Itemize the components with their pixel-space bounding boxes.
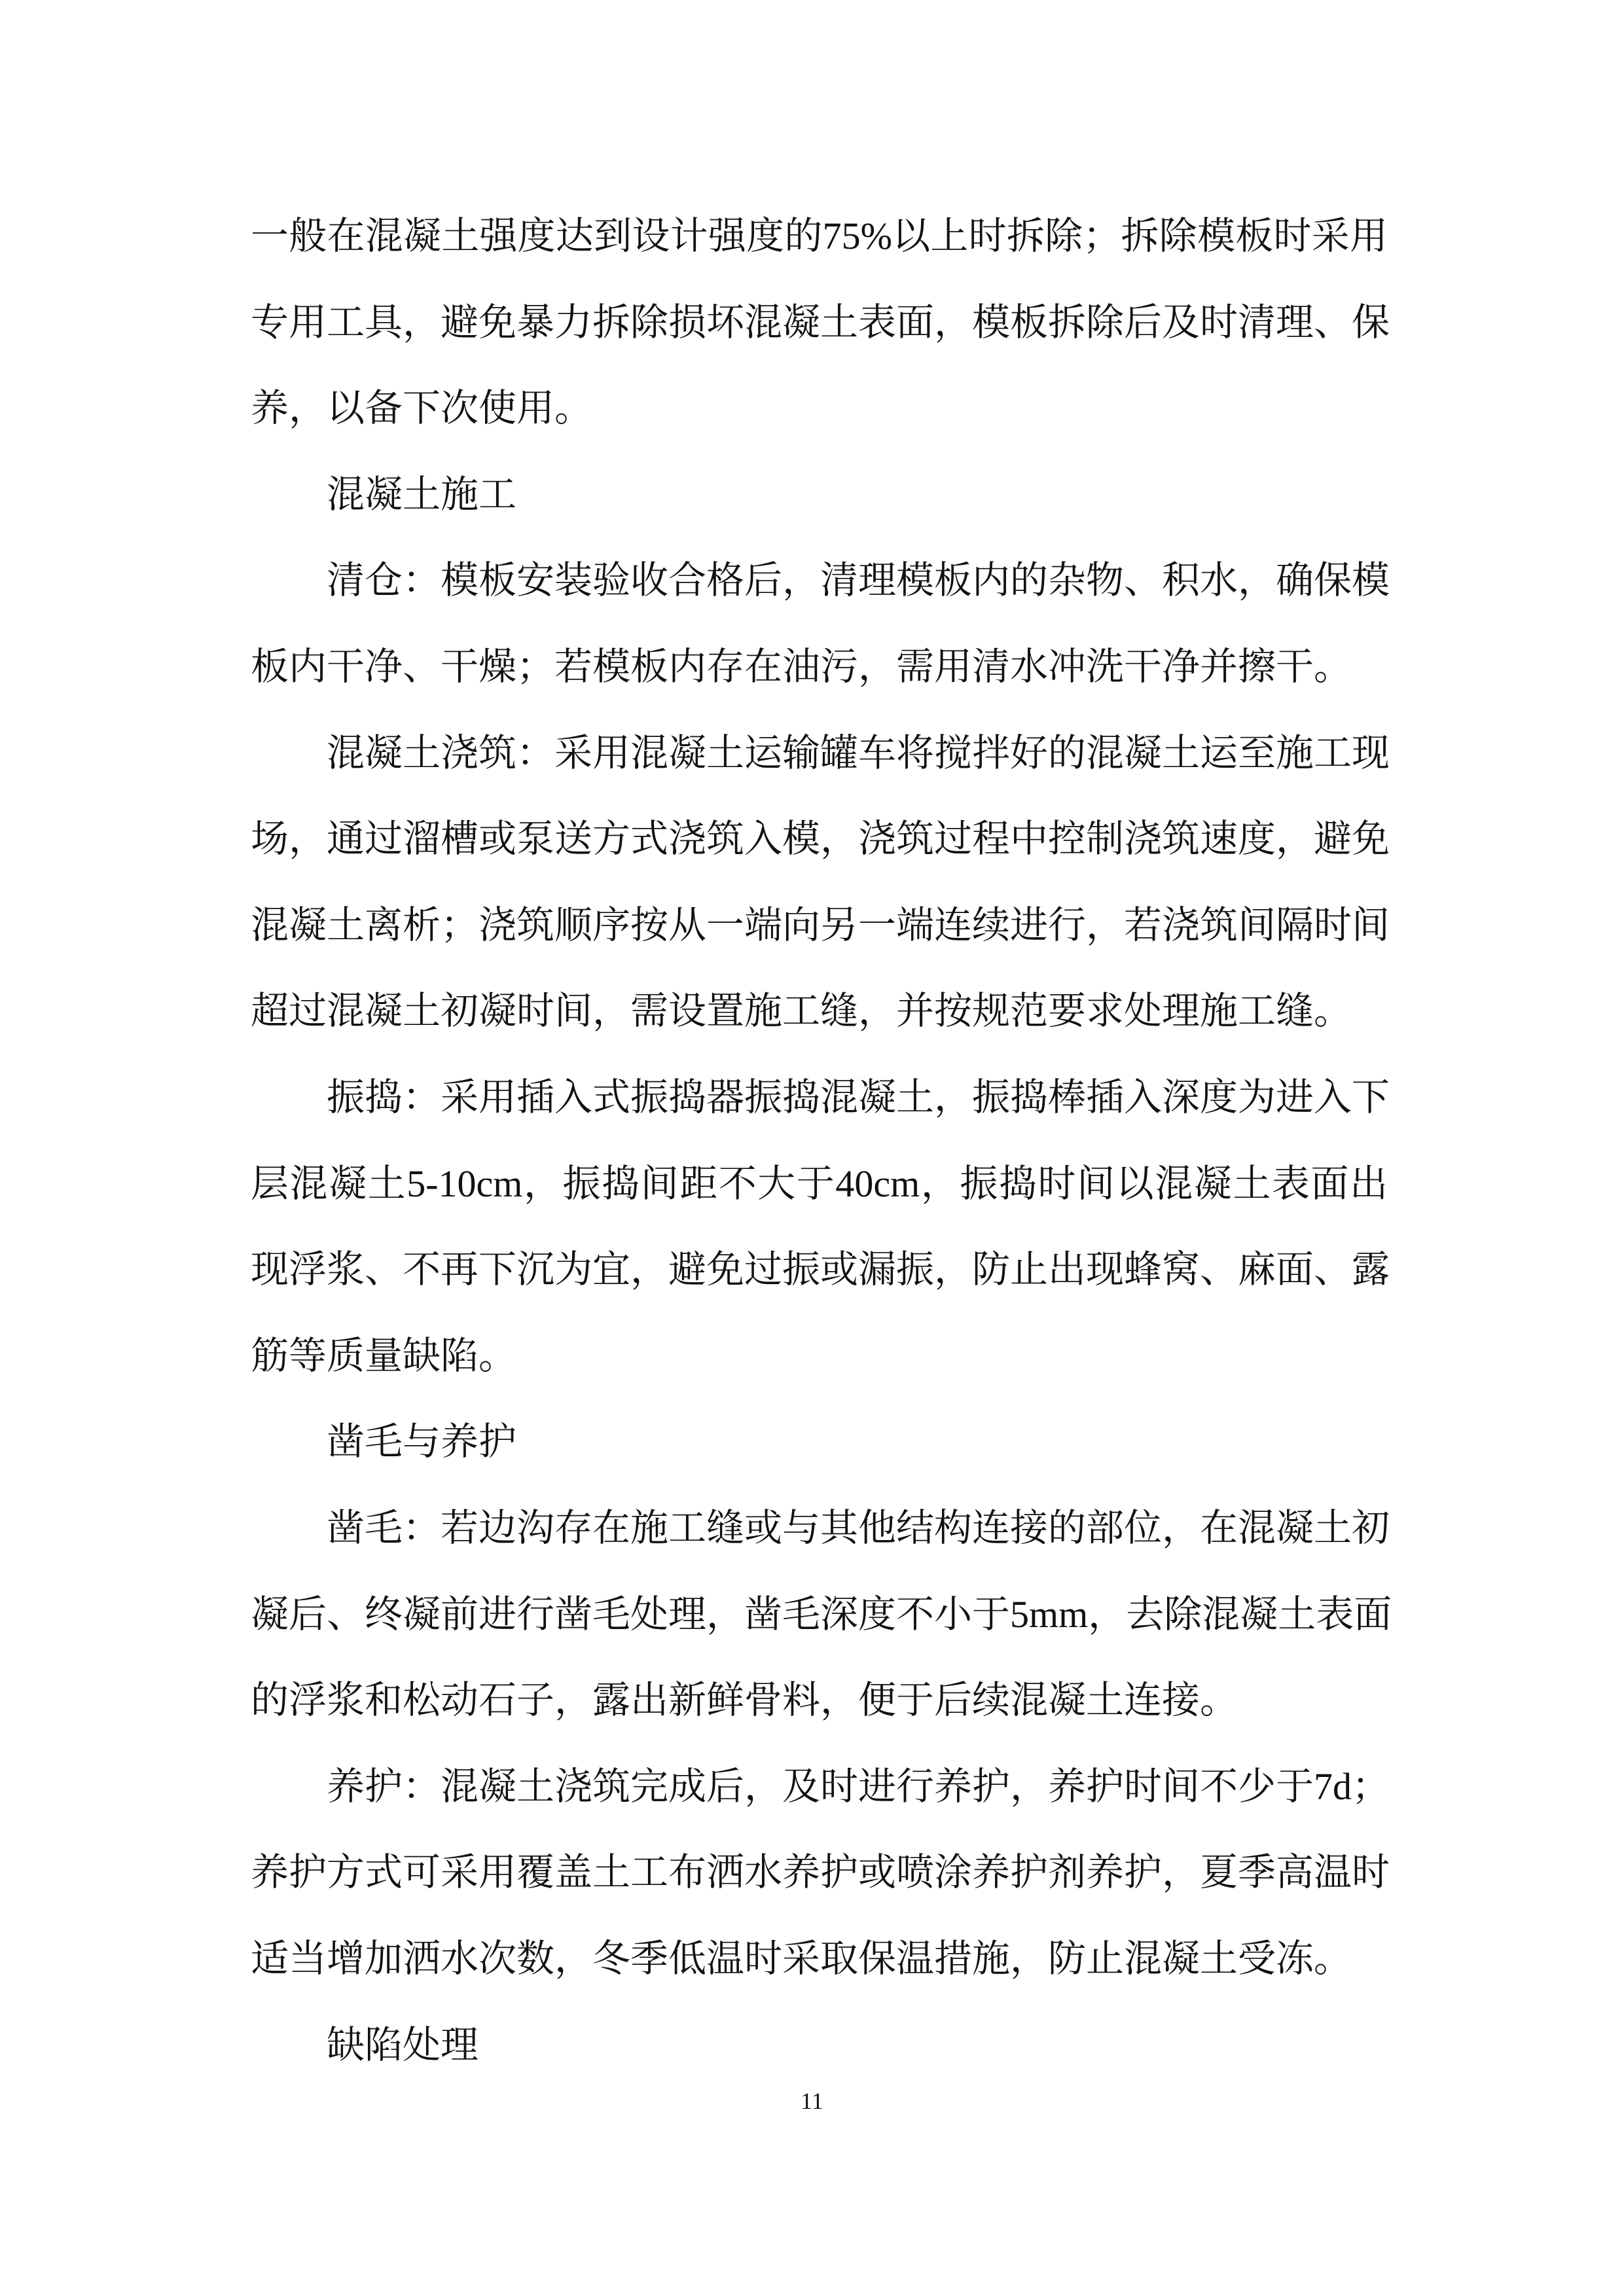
text-line: 养护：混凝土浇筑完成后，及时进行养护，养护时间不少于7d；	[327, 1765, 1390, 1808]
text-line: 适当增加洒水次数，冬季低温时采取保温措施，防止混凝土受冻。	[251, 1937, 1352, 1980]
text-line: 筋等质量缺陷。	[251, 1334, 517, 1377]
text-line: 养，以备下次使用。	[251, 387, 593, 430]
page-number: 11	[801, 2088, 823, 2114]
text-line: 养护方式可采用覆盖土工布洒水养护或喷涂养护剂养护，夏季高温时	[251, 1851, 1390, 1894]
text-line: 凿毛与养护	[327, 1420, 517, 1463]
text-line: 混凝土离析；浇筑顺序按从一端向另一端连续进行，若浇筑间隔时间	[251, 903, 1390, 946]
text-line: 缺陷处理	[327, 2023, 479, 2066]
text-line: 凝后、终凝前进行凿毛处理，凿毛深度不小于5mm，去除混凝土表面	[251, 1592, 1392, 1636]
text-line: 凿毛：若边沟存在施工缝或与其他结构连接的部位，在混凝土初	[327, 1507, 1390, 1549]
text-line: 振捣：采用插入式振捣器振捣混凝土，振捣棒插入深度为进入下	[327, 1076, 1390, 1119]
text-line: 板内干净、干燥；若模板内存在油污，需用清水冲洗干净并擦干。	[251, 645, 1352, 688]
text-line: 一般在混凝土强度达到设计强度的75%以上时拆除；拆除模板时采用	[251, 215, 1388, 257]
text-line: 专用工具，避免暴力拆除损坏混凝土表面，模板拆除后及时清理、保	[251, 300, 1390, 344]
text-line: 清仓：模板安装验收合格后，清理模板内的杂物、积水，确保模	[327, 559, 1390, 602]
text-line: 的浮浆和松动石子，露出新鲜骨料，便于后续混凝土连接。	[251, 1679, 1238, 1722]
text-line: 层混凝土5-10cm，振捣间距不大于40cm，振捣时间以混凝土表面出	[251, 1162, 1388, 1205]
text-line: 现浮浆、不再下沉为宜，避免过振或漏振，防止出现蜂窝、麻面、露	[251, 1248, 1390, 1291]
text-line: 混凝土浇筑：采用混凝土运输罐车将搅拌好的混凝土运至施工现	[327, 731, 1390, 774]
text-line: 混凝土施工	[327, 473, 517, 516]
text-line: 超过混凝土初凝时间，需设置施工缝，并按规范要求处理施工缝。	[251, 990, 1352, 1033]
text-line: 场，通过溜槽或泵送方式浇筑入模，浇筑过程中控制浇筑速度，避免	[251, 817, 1390, 861]
